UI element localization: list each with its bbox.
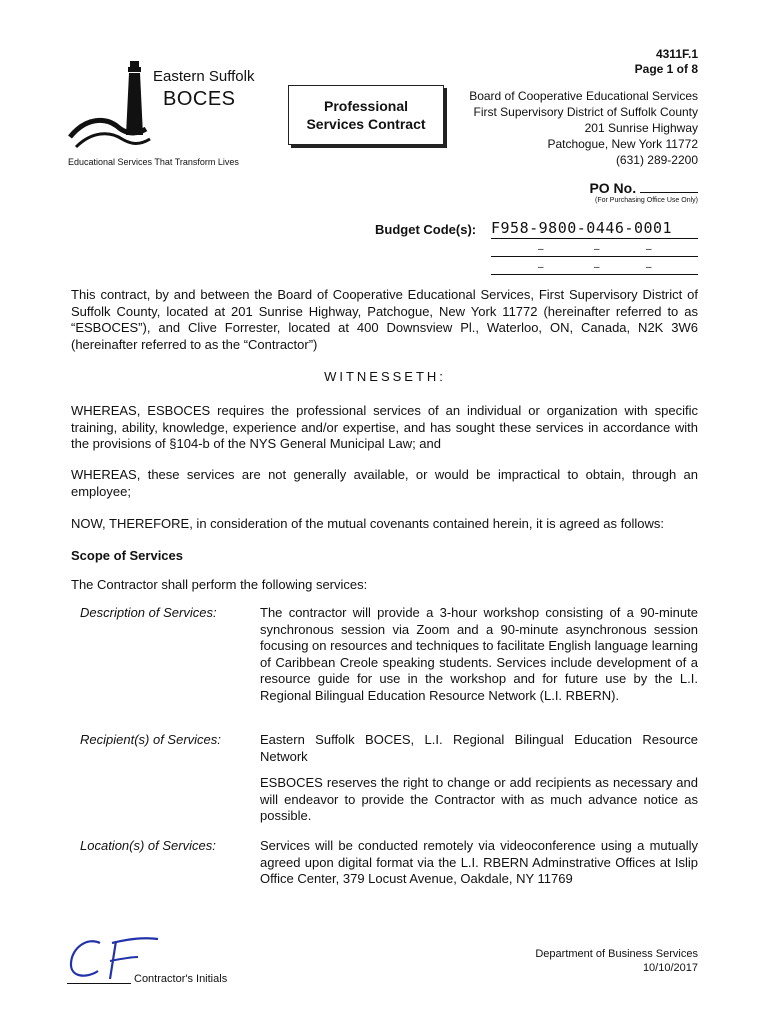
address-line: (631) 289-2200 <box>615 153 698 167</box>
po-blank[interactable] <box>640 180 698 193</box>
contract-title-box <box>288 85 444 145</box>
footer-department: Department of Business Services <box>535 948 698 960</box>
form-id-block <box>635 47 698 77</box>
page-number: Page 1 of 8 <box>634 62 698 76</box>
footer-department-block <box>535 947 698 975</box>
budget-dash: – <box>594 262 600 273</box>
budget-dash: – <box>538 262 544 273</box>
budget-dash: – <box>646 244 652 255</box>
po-number-field <box>589 180 698 196</box>
footer-date: 10/10/2017 <box>642 962 698 974</box>
scope-heading: Scope of Services <box>71 548 183 563</box>
address-line: Board of Cooperative Educational Services <box>469 89 698 103</box>
budget-dash: – <box>538 244 544 255</box>
budget-code-value[interactable]: F958-9800-0446-0001 <box>491 219 698 239</box>
address-line: 201 Sunrise Highway <box>584 121 698 135</box>
po-note: (For Purchasing Office Use Only) <box>595 197 698 204</box>
organization-address <box>469 88 698 168</box>
logo-line1: Eastern Suffolk <box>153 68 255 85</box>
initials-label: Contractor's Initials <box>134 973 228 985</box>
address-line: Patchogue, New York 11772 <box>547 137 698 151</box>
address-line: First Supervisory District of Suffolk County <box>473 105 698 119</box>
budget-dash: – <box>594 244 600 255</box>
po-label: PO No. <box>589 180 637 196</box>
recipients-label: Recipient(s) of Services: <box>80 732 221 747</box>
initials-line[interactable] <box>67 983 131 984</box>
witnesseth-heading: WITNESSETH: <box>324 369 446 384</box>
whereas-clause-2: WHEREAS, these services are not generally available, or would be impractical to obtain, through an employee; <box>71 467 698 499</box>
budget-code-blank-2[interactable] <box>491 257 698 275</box>
location-text: Services will be conducted remotely via videoconference using a mutually agreed upon digital format via the L.I. RBERN Adminstrative Offices at Islip Office Center, 379 Locust Avenue, Oakdale, NY 11769 <box>260 838 698 886</box>
description-text: The contractor will provide a 3-hour workshop consisting of a 90-minute synchronous session via Zoom and a 90-minute asynchronous session focusing on resources and techniques to facilitate English language learning of Caribbean Creole speaking students. Services include development of a resource guide for use in the workshop and for future use by the L.I. Regional Bilingual Education Resource Network (L.I. RBERN). <box>260 605 698 703</box>
recipients-note: ESBOCES reserves the right to change or add recipients as necessary and will endeavor to provide the Contractor with as much advance notice as possible. <box>260 775 698 823</box>
contract-title-line2: Services Contract <box>306 116 426 132</box>
budget-code-blank-1[interactable] <box>491 239 698 257</box>
whereas-clause-1: WHEREAS, ESBOCES requires the professional services of an individual or organization with specific training, ability, knowledge, experience and/or expertise, and has sought these services in accordance with the provisions of §104-b of the NYS General Municipal Law; and <box>71 403 698 451</box>
budget-code-label: Budget Code(s): <box>375 222 477 237</box>
contract-title-line1: Professional <box>323 98 409 114</box>
description-label: Description of Services: <box>80 605 217 620</box>
form-number: 4311F.1 <box>655 47 698 61</box>
logo-tagline: Educational Services That Transform Lives <box>68 157 239 167</box>
contract-intro: This contract, by and between the Board of Cooperative Educational Services, First Supervisory District of Suffolk County, located at 201 Sunrise Highway, Patchogue, New York 11772 (hereinafter referred to as “ESBOCES”), and Clive Forrester, located at 400 Downsview Pl., Waterloo, ON, Canada, N2K 3W6 (hereinafter referred to as the “Contractor”) <box>71 287 698 352</box>
recipients-text: Eastern Suffolk BOCES, L.I. Regional Bilingual Education Resource Network <box>260 732 698 764</box>
budget-code-block <box>491 219 698 275</box>
now-therefore-clause: NOW, THEREFORE, in consideration of the mutual covenants contained herein, it is agreed as follows: <box>71 516 664 531</box>
logo-line2: BOCES <box>163 88 236 110</box>
budget-dash: – <box>646 262 652 273</box>
scope-intro: The Contractor shall perform the following services: <box>71 577 368 592</box>
location-label: Location(s) of Services: <box>80 838 216 853</box>
